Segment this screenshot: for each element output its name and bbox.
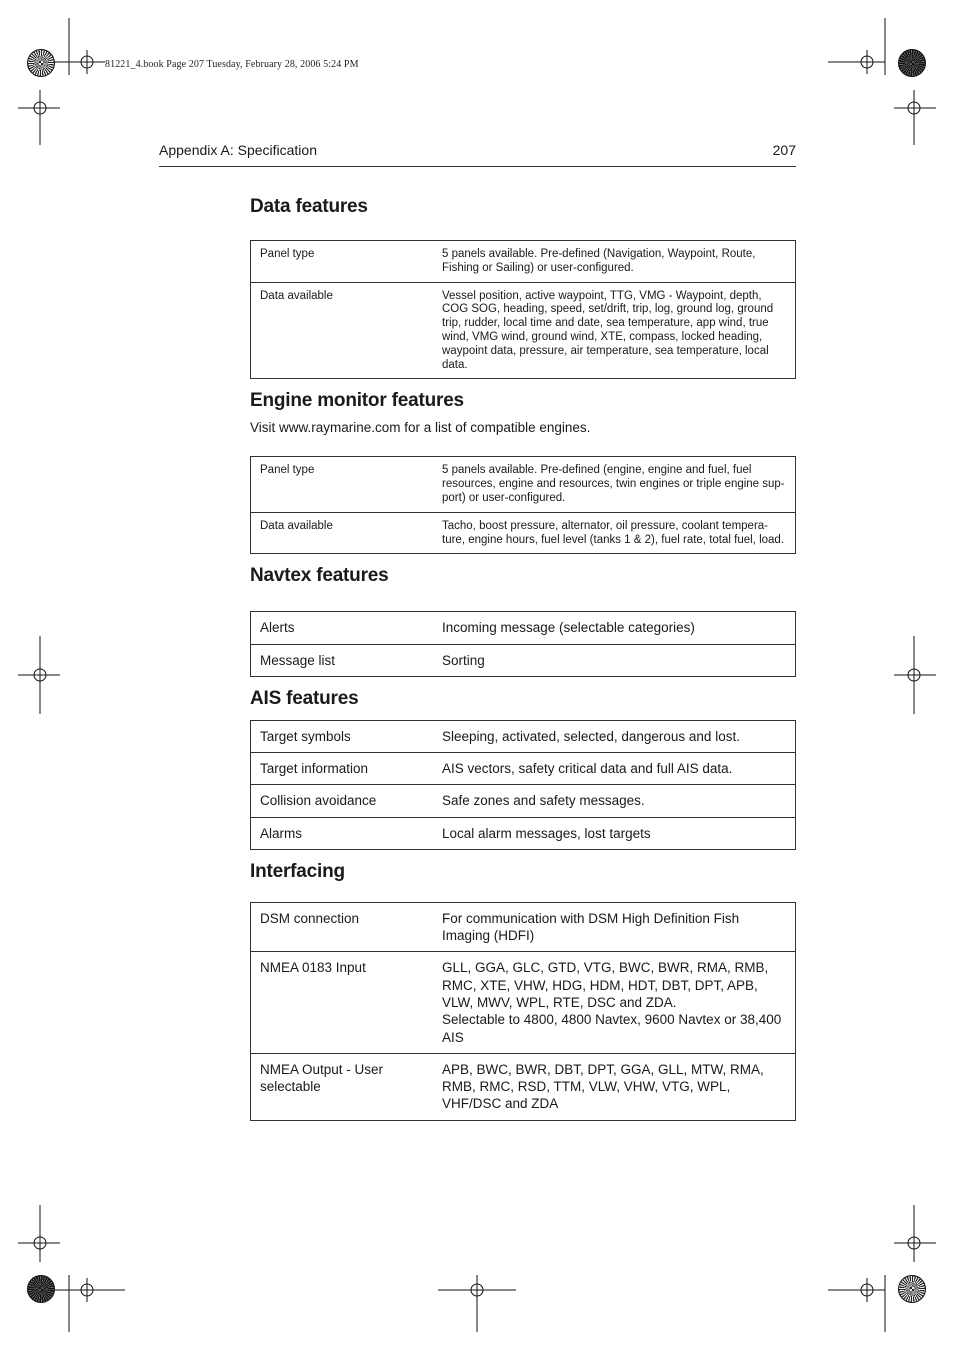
table-row xyxy=(251,644,796,676)
row-value: APB, BWC, BWR, DBT, DPT, GGA, GLL, MTW, RMA, RMB, RMC, RSD, TTM, VLW, VHW, VTG, WPL, VHF/DSC and ZDA xyxy=(433,1053,796,1120)
row-label: Collision avoidance xyxy=(251,785,434,817)
row-value xyxy=(433,952,796,1053)
color-wheel-icon xyxy=(898,1275,926,1303)
row-label: DSM connection xyxy=(260,910,360,926)
table-row xyxy=(251,817,796,849)
running-header xyxy=(159,142,796,167)
page-content xyxy=(250,196,796,1121)
table-row xyxy=(251,282,796,379)
navtex-features-table xyxy=(250,611,796,677)
row-label: Data available xyxy=(251,282,434,379)
table-row xyxy=(251,457,796,512)
color-wheel-icon xyxy=(27,49,55,77)
ais-features-table xyxy=(250,720,796,850)
section-title: Appendix A: Specification xyxy=(159,142,317,158)
row-value: AIS vectors, safety critical data and full AIS data. xyxy=(433,753,796,785)
interfacing-table xyxy=(250,902,796,1121)
heading-engine-monitor-features: Engine monitor features xyxy=(250,390,464,412)
row-label: Message list xyxy=(251,644,434,676)
value-line: Selectable to 4800, 4800 Navtex, 9600 Navtex or 38,400 AIS xyxy=(442,1012,782,1045)
row-value: 5 panels available. Pre-defined (Navigation, Waypoint, Route, Fishing or Sailing) or user-configured. xyxy=(442,248,756,274)
color-wheel-icon xyxy=(27,1275,55,1303)
row-label: Alarms xyxy=(251,817,434,849)
row-label: Target symbols xyxy=(260,728,351,744)
print-slug: 81221_4.book Page 207 Tuesday, February 28, 2006 5:24 PM xyxy=(105,59,359,70)
table-row xyxy=(251,1053,796,1120)
table-row xyxy=(251,612,796,644)
row-label: Data available xyxy=(251,512,434,554)
color-wheel-icon xyxy=(898,49,926,77)
value-line: GLL, GGA, GLC, GTD, VTG, BWC, BWR, RMA, RMB, RMC, XTE, VHW, HDG, HDM, HDT, DBT, DPT, APB, VLW, MWV, WPL, RTE, DSC and ZDA. xyxy=(442,960,769,1011)
row-value: Safe zones and safety messages. xyxy=(433,785,796,817)
row-label: Panel type xyxy=(260,248,315,260)
row-value: Tacho, boost pressure, alternator, oil pressure, coolant tempera-ture, engine hours, fuel level (tanks 1 & 2), fuel rate, total fuel, load. xyxy=(433,512,796,554)
row-value: Vessel position, active waypoint, TTG, VMG - Waypoint, depth, COG SOG, heading, speed, set/drift, trip, log, ground log, ground trip, rudder, local time and date, sea temperature, app wind, true wind, VMG wind, ground wind, XTE, compass, locked heading, waypoint data, pressure, air temperature, sea temperature, local data. xyxy=(433,282,796,379)
row-label: Target information xyxy=(251,753,434,785)
table-row xyxy=(251,902,796,952)
heading-interfacing: Interfacing xyxy=(250,860,345,882)
row-value: For communication with DSM High Definition Fish Imaging (HDFI) xyxy=(442,910,740,944)
table-row xyxy=(251,241,796,283)
table-row xyxy=(251,720,796,752)
row-value: Sorting xyxy=(433,644,796,676)
heading-navtex-features: Navtex features xyxy=(250,565,389,587)
table-row xyxy=(251,512,796,554)
row-label: NMEA Output - User selectable xyxy=(251,1053,434,1120)
heading-data-features: Data features xyxy=(250,196,368,217)
row-label: Panel type xyxy=(260,464,315,477)
data-features-table xyxy=(250,240,796,379)
heading-ais-features: AIS features xyxy=(250,687,359,709)
row-value: Sleeping, activated, selected, dangerous and lost. xyxy=(442,728,740,744)
table-row xyxy=(251,952,796,1053)
row-value: Local alarm messages, lost targets xyxy=(433,817,796,849)
row-label: NMEA 0183 Input xyxy=(251,952,434,1053)
row-value: 5 panels available. Pre-defined (engine, engine and fuel, fuel resources, engine and resources, twin engines or triple engine sup-port) or user-configured. xyxy=(442,464,785,504)
row-value: Incoming message (selectable categories) xyxy=(442,620,695,636)
page-number: 207 xyxy=(772,142,796,158)
engine-features-table xyxy=(250,456,796,554)
engine-intro-text: Visit www.raymarine.com for a list of compatible engines. xyxy=(250,420,591,436)
table-row xyxy=(251,785,796,817)
row-label: Alerts xyxy=(260,620,295,636)
table-row xyxy=(251,753,796,785)
